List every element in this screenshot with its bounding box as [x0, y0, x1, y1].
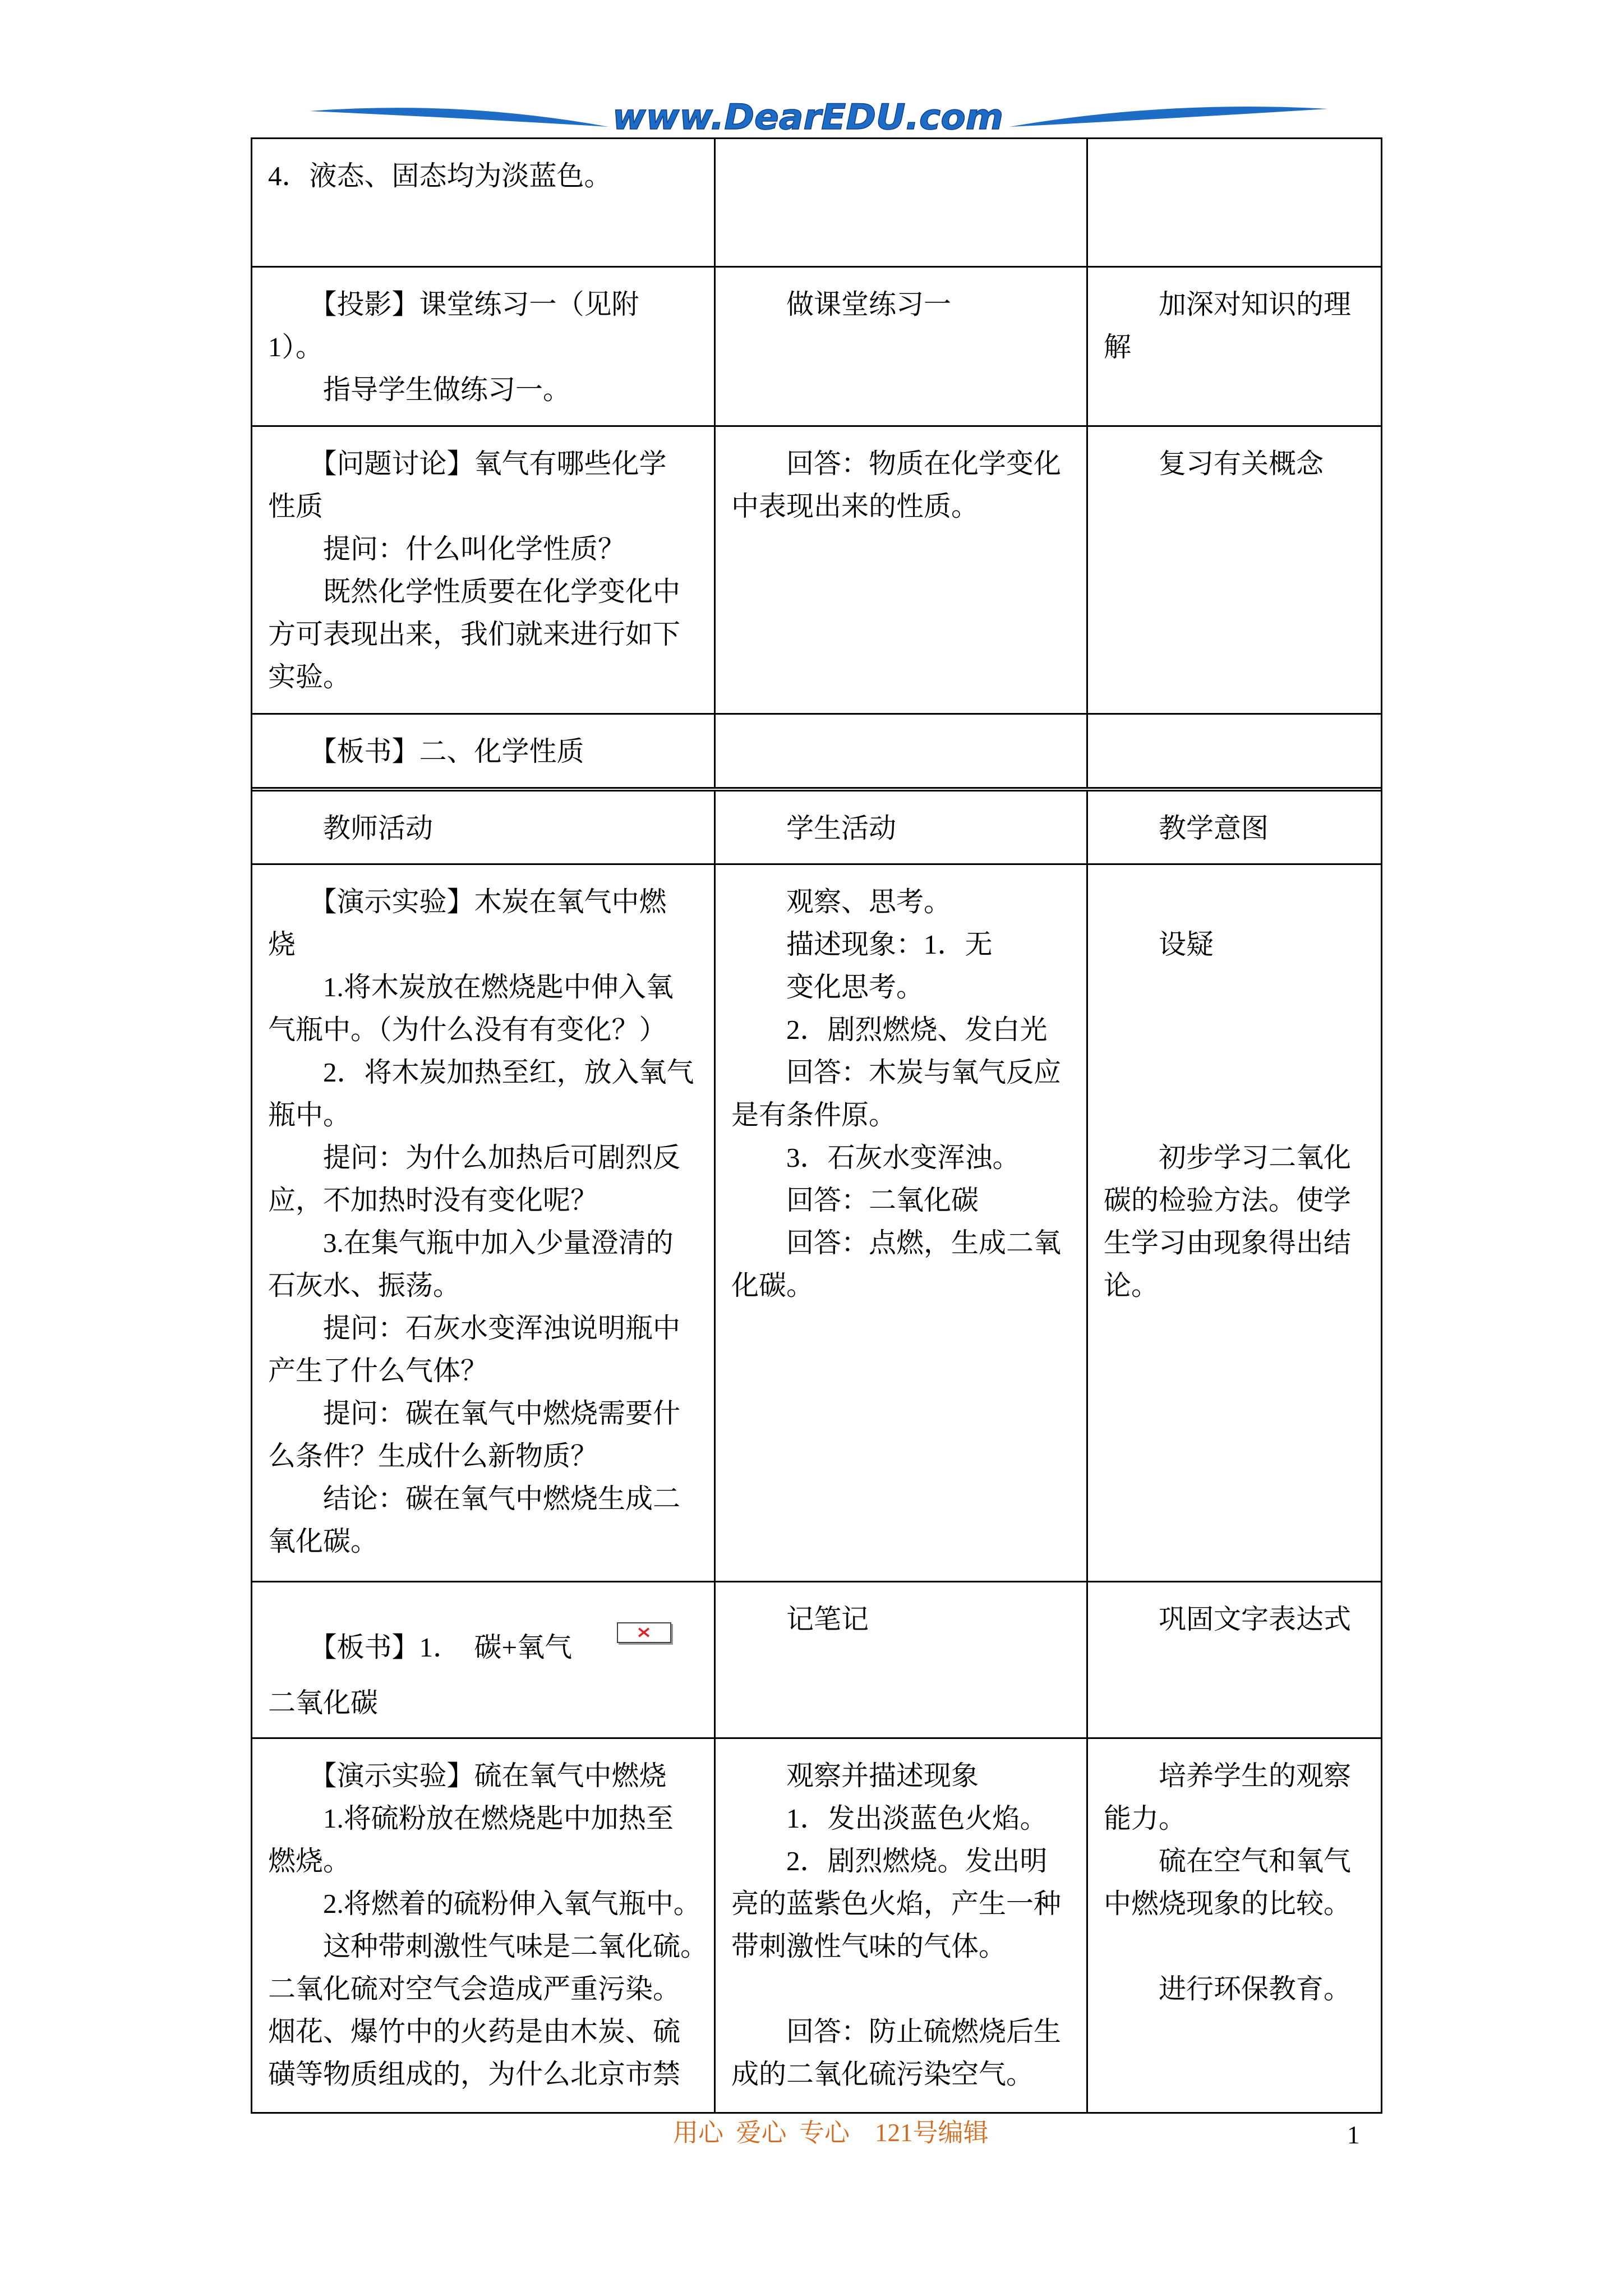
text-line: 论。 — [1104, 1270, 1159, 1301]
text-line: 2．将木炭加热至红，放入氧气 — [268, 1057, 694, 1088]
text-line: 气瓶中。（为什么没有有变化？） — [268, 1014, 667, 1045]
text-line — [1104, 966, 1377, 1009]
text-line: 二氧化碳 — [268, 1687, 379, 1718]
text-line: 应，不加热时没有变化呢？ — [268, 1185, 598, 1216]
cell-teacher-activity — [252, 715, 716, 787]
cell-teacher-activity — [252, 1582, 716, 1737]
text-line — [1104, 1009, 1377, 1051]
cell-student-activity — [716, 427, 1088, 713]
text-line: 瓶中。 — [268, 1099, 351, 1130]
text-line: 1）。 — [268, 332, 324, 362]
text-line: 产生了什么气体？ — [268, 1355, 488, 1386]
table-row — [252, 139, 1381, 268]
cell-teacher-activity — [252, 139, 716, 266]
text-line: 1.将木炭放在燃烧匙中伸入氧 — [268, 972, 674, 1002]
text-line: 回答：防止硫燃烧后生 — [731, 2016, 1062, 2047]
lesson-plan-table — [251, 137, 1382, 2114]
text-line: 做课堂练习一 — [731, 289, 952, 320]
text-line: 提问：石灰水变浑浊说明瓶中 — [268, 1313, 681, 1343]
text-line: 4．液态、固态均为淡蓝色。 — [268, 160, 612, 191]
text-line: 能力。 — [1104, 1803, 1187, 1834]
text-line: 磺等物质组成的，为什么北京市禁 — [268, 2059, 681, 2090]
text-line: 氧化碳。 — [268, 1526, 379, 1557]
cell-student-activity — [716, 865, 1088, 1581]
table-row — [252, 268, 1381, 427]
text-line: 巩固文字表达式 — [1104, 1604, 1352, 1635]
text-line: 带刺激性气味的气体。 — [731, 1931, 1007, 1962]
cell-teaching-intent — [1088, 268, 1381, 425]
right-swoosh-decoration — [1009, 107, 1328, 127]
text-line: 化碳。 — [731, 1270, 814, 1301]
column-header-teacher-activity — [252, 792, 716, 863]
text-line: 教师活动 — [268, 813, 434, 844]
text-line: 解 — [1104, 332, 1132, 362]
cell-teacher-activity — [252, 1739, 716, 2112]
text-line: 生学习由现象得出结 — [1104, 1227, 1352, 1258]
text-line: 亮的蓝紫色火焰，产生一种 — [731, 1888, 1062, 1919]
text-line: 性质 — [268, 491, 324, 522]
text-line — [731, 1968, 1083, 2010]
text-line: 这种带刺激性气味是二氧化硫。 — [268, 1931, 708, 1962]
text-line: 回答：木炭与氧气反应 — [731, 1057, 1062, 1088]
text-line: 成的二氧化硫污染空气。 — [731, 2059, 1034, 2090]
text-line: 【板书】1． 碳+氧气 — [268, 1632, 573, 1663]
text-line: 2．剧烈燃烧、发白光 — [731, 1014, 1048, 1045]
text-line: 指导学生做练习一。 — [268, 374, 571, 405]
text-line: 二氧化硫对空气会造成严重污染。 — [268, 1973, 681, 2004]
text-line: 【板书】二、化学性质 — [268, 736, 584, 767]
footer-slogan: 用心 爱心 专心 121号编辑 — [673, 2119, 989, 2147]
text-line: 3.在集气瓶中加入少量澄清的 — [268, 1227, 674, 1258]
text-line: 复习有关概念 — [1104, 448, 1324, 479]
text-line: 3．石灰水变浑浊。 — [731, 1142, 1020, 1173]
text-line: 进行环保教育。 — [1104, 1973, 1352, 2004]
cell-teaching-intent — [1088, 1582, 1381, 1737]
text-line: 【演示实验】硫在氧气中燃烧 — [268, 1760, 667, 1791]
text-line: 描述现象：1．无 — [731, 929, 993, 960]
text-line: 学生活动 — [731, 813, 897, 844]
text-line: 【投影】课堂练习一（见附 — [268, 289, 639, 320]
table-row — [252, 865, 1381, 1582]
table-row — [252, 715, 1381, 792]
text-line: 烧 — [268, 929, 296, 960]
text-line: 培养学生的观察 — [1104, 1760, 1352, 1791]
table-row — [252, 1739, 1381, 2112]
column-header-teaching-intent — [1088, 792, 1381, 863]
cell-teaching-intent — [1088, 865, 1381, 1581]
cell-teaching-intent — [1088, 427, 1381, 713]
text-line — [1104, 1094, 1377, 1137]
text-line: 石灰水、振荡。 — [268, 1270, 461, 1301]
text-line — [1104, 881, 1377, 923]
text-line: 结论：碳在氧气中燃烧生成二 — [268, 1483, 681, 1514]
text-line: 提问：什么叫化学性质？ — [268, 533, 626, 564]
text-line — [1104, 1925, 1377, 1968]
broken-image-icon[interactable] — [617, 1622, 671, 1643]
cell-teacher-activity — [252, 865, 716, 1581]
text-line: 烟花、爆竹中的火药是由木炭、硫 — [268, 2016, 681, 2047]
text-line: 既然化学性质要在化学变化中 — [268, 576, 681, 607]
text-line: 提问：为什么加热后可剧烈反 — [268, 1142, 681, 1173]
text-line: 回答：点燃，生成二氧 — [731, 1227, 1062, 1258]
text-line: 【问题讨论】氧气有哪些化学 — [268, 448, 667, 479]
text-line: 教学意图 — [1104, 813, 1269, 844]
text-line: 燃烧。 — [268, 1846, 351, 1876]
cell-teacher-activity — [252, 427, 716, 713]
text-line: 1.将硫粉放在燃烧匙中加热至 — [268, 1803, 674, 1834]
text-line: 变化思考。 — [731, 972, 924, 1002]
text-line: 记笔记 — [731, 1604, 869, 1635]
text-line: 初步学习二氧化 — [1104, 1142, 1352, 1173]
text-line: 硫在空气和氧气 — [1104, 1846, 1352, 1876]
text-line: 么条件？生成什么新物质？ — [268, 1441, 598, 1471]
text-line: 1．发出淡蓝色火焰。 — [731, 1803, 1048, 1834]
column-header-student-activity — [716, 792, 1088, 863]
cell-teacher-activity — [252, 268, 716, 425]
cell-student-activity — [716, 1739, 1088, 2112]
text-line: 2.将燃着的硫粉伸入氧气瓶中。 — [268, 1888, 701, 1919]
text-line: 设疑 — [1104, 929, 1214, 960]
text-line: 【演示实验】木炭在氧气中燃 — [268, 886, 667, 917]
cell-teaching-intent — [1088, 139, 1381, 266]
site-logo-text[interactable]: www.DearEDU.com — [612, 96, 1003, 137]
cell-student-activity — [716, 715, 1088, 787]
table-row — [252, 427, 1381, 715]
table-header-row — [252, 792, 1381, 865]
left-swoosh-decoration — [310, 108, 608, 127]
text-line — [1104, 1051, 1377, 1094]
page-number: 1 — [1347, 2121, 1360, 2149]
cell-student-activity — [716, 1582, 1088, 1737]
text-line: 是有条件原。 — [731, 1099, 897, 1130]
text-line: 回答：二氧化碳 — [731, 1185, 979, 1216]
text-line: 中燃烧现象的比较。 — [1104, 1888, 1352, 1919]
cell-student-activity — [716, 139, 1088, 266]
cell-teaching-intent — [1088, 715, 1381, 787]
text-line: 提问：碳在氧气中燃烧需要什 — [268, 1398, 681, 1429]
cell-teaching-intent — [1088, 1739, 1381, 2112]
cell-student-activity — [716, 268, 1088, 425]
text-line: 观察、思考。 — [731, 886, 952, 917]
text-line: 观察并描述现象 — [731, 1760, 979, 1791]
text-line: 回答：物质在化学变化 — [731, 448, 1062, 479]
text-line: 中表现出来的性质。 — [731, 491, 979, 522]
text-line: 加深对知识的理 — [1104, 289, 1352, 320]
text-line: 2．剧烈燃烧。发出明 — [731, 1846, 1048, 1876]
text-line: 方可表现出来，我们就来进行如下 — [268, 619, 681, 650]
text-line: 实验。 — [268, 661, 351, 692]
table-row — [252, 1582, 1381, 1739]
text-line: 碳的检验方法。使学 — [1104, 1185, 1352, 1216]
